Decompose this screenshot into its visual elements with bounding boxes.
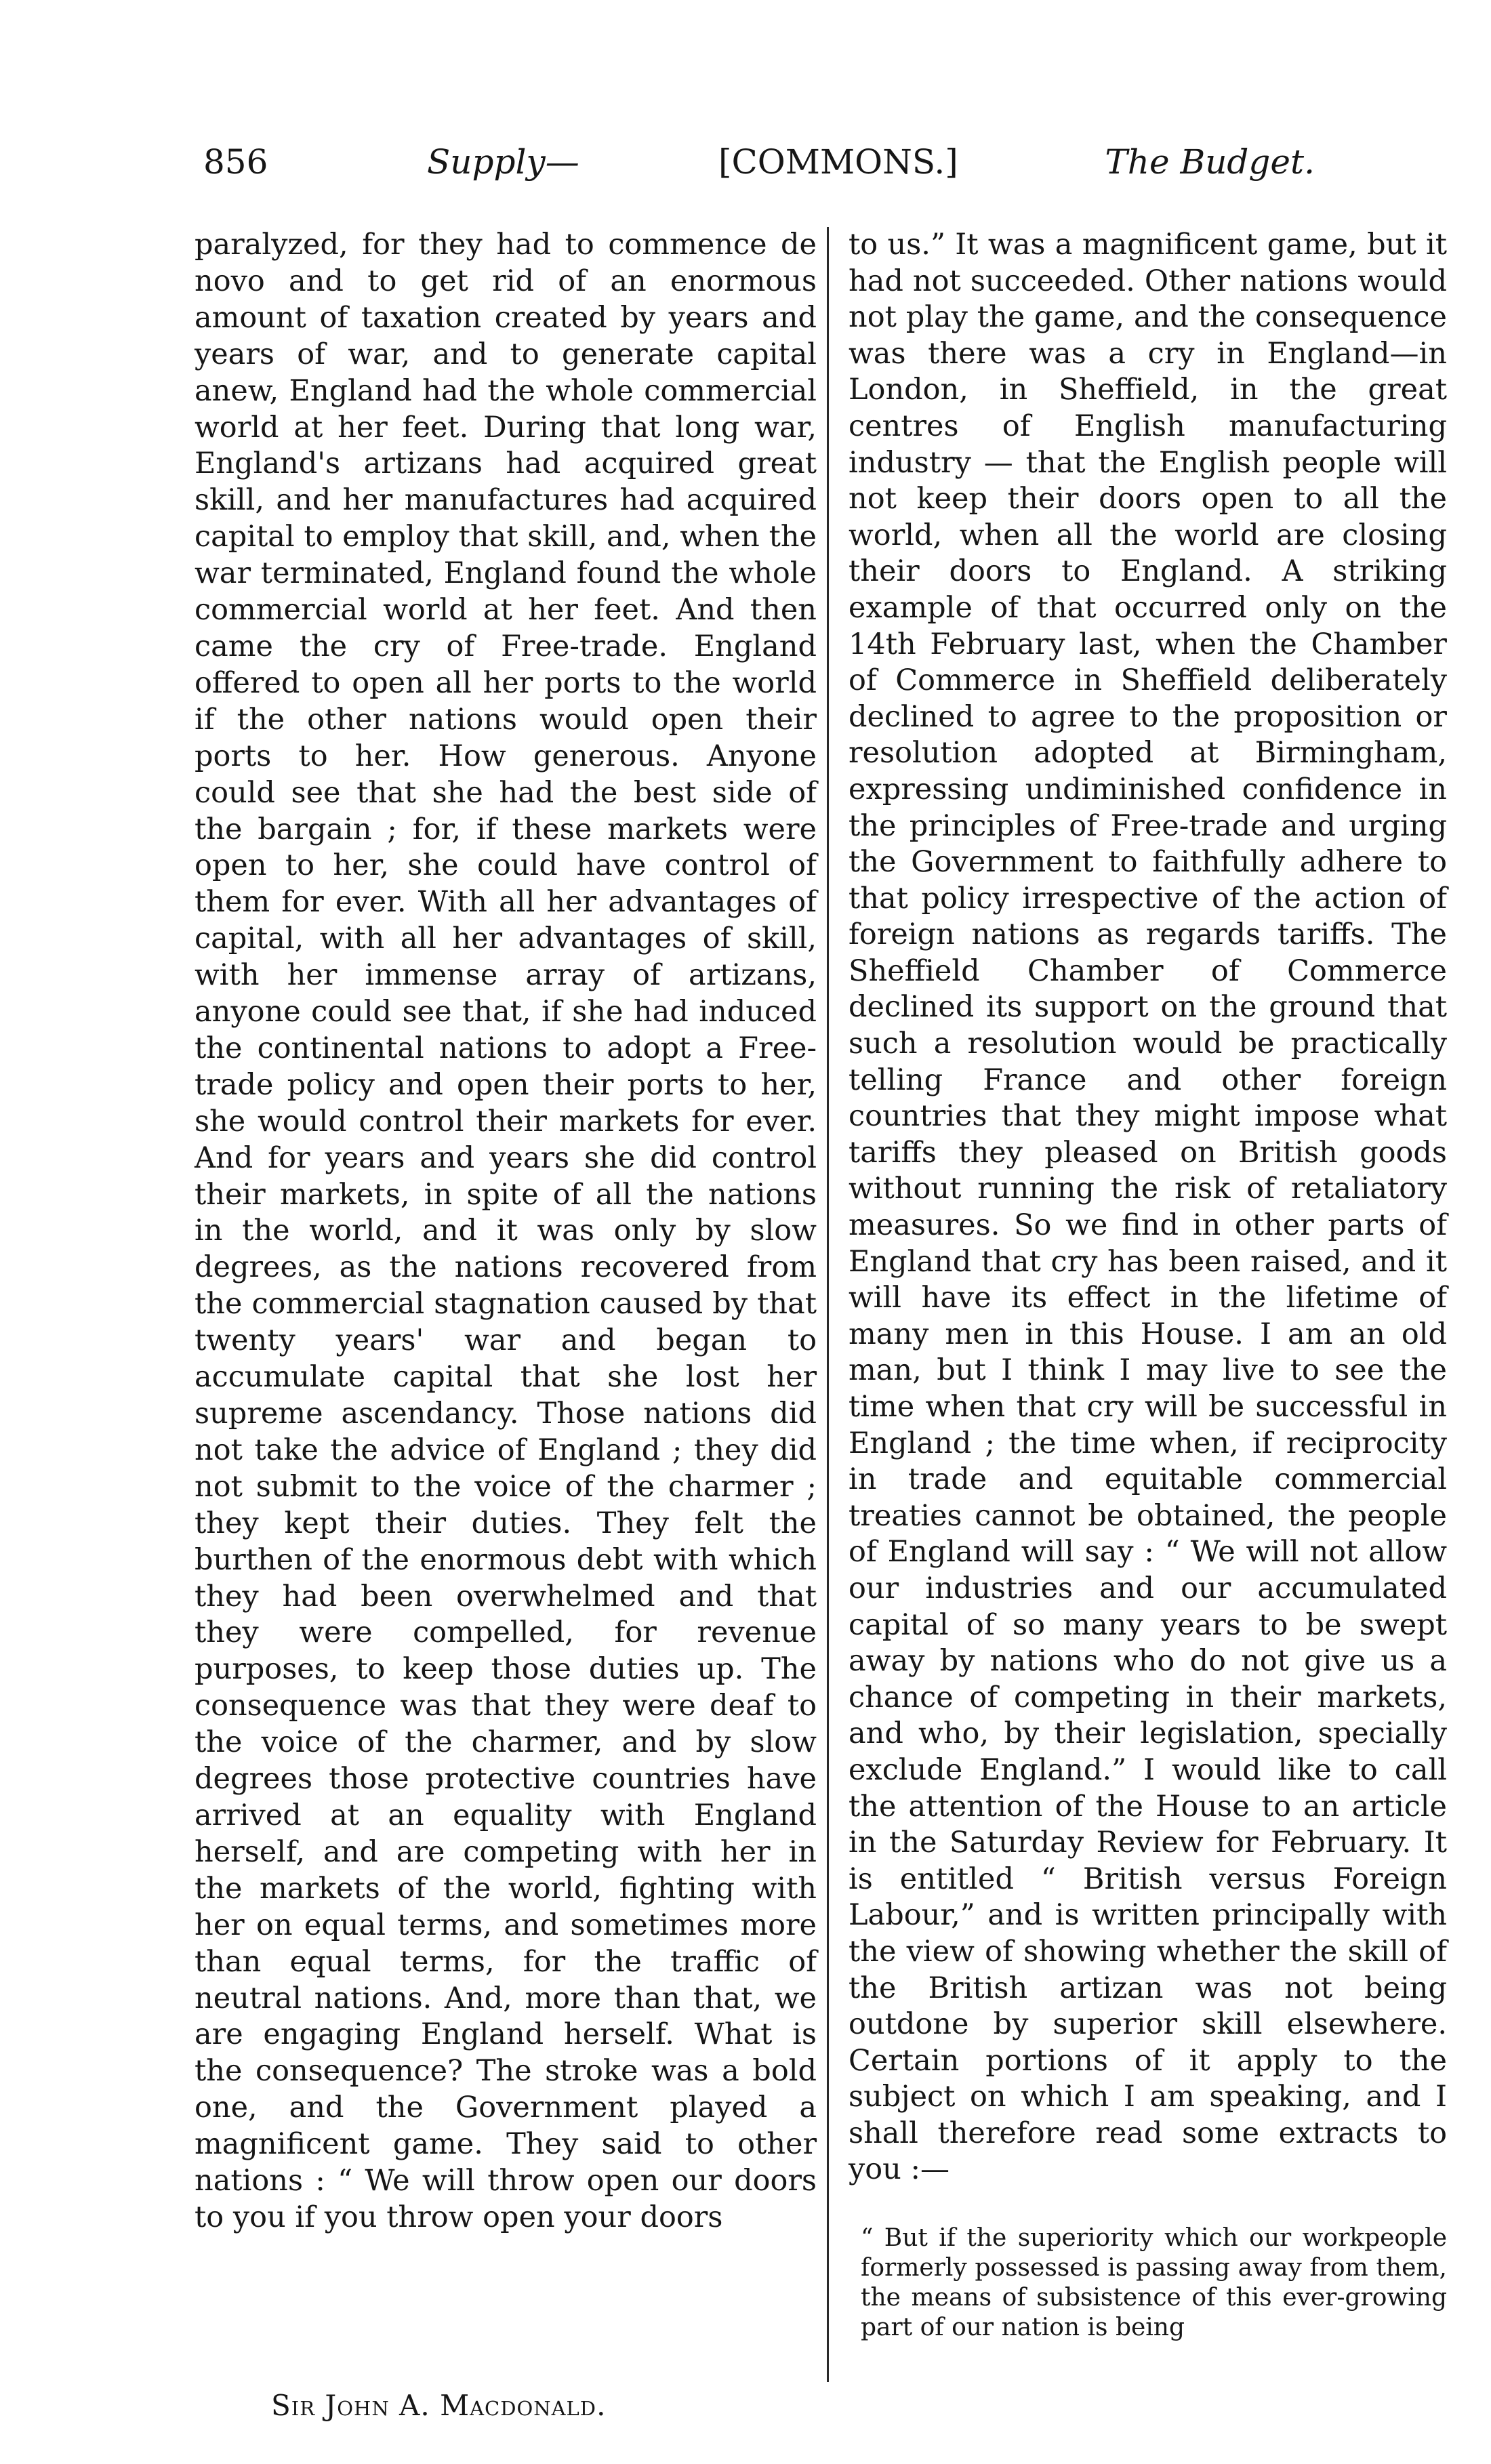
right-column-text: to us.” It was a magnificent game, but it had not succeeded. Other nations would not play the game, and the consequence was there was a cry in England—in London, in Sheffield, in the great centres of English manufacturing industry — that the English people will not keep their doors open to all the world, when all the world are closing their doors to England. A striking example of that occurred only on the 14th February last, when the Chamber of Commerce in Sheffield deliberately declined to agree to the proposition or resolution adopted at Birmingham, expressing undiminished confidence in the principles of Free-trade and urging the Government to faithfully adhere to that policy irrespective of the action of foreign nations as regards tariffs. The Sheffield Chamber of Commerce declined its support on the ground that such a resolution would be practically telling France and other foreign countries that they might impose what tariffs they pleased on British goods without running the risk of retaliatory measures. So we find in other parts of England that cry has been raised, and it will have its effect in the lifetime of many men in this House. I am an old man, but I think I may live to see the time when that cry will be successful in England ; the time when, if reciprocity in trade and equitable commercial treaties cannot be obtained, the people of England will say : “ We will not allow our industries and our accumulated capital of so many years to be swept away by nations who do not give us a chance of competing in their markets, and who, by their legislation, specially exclude England.” I would like to call the attention of the House to an article in the Saturday Review for February. It is entitled “ British versus Foreign Labour,” and is written principally with the view of showing whether the skill of the British artizan was not being outdone by superior skill elsewhere. Certain portions of it apply to the subject on which I am speaking, and I shall therefore read some extracts to you :— (849, 228, 1447, 2187)
speaker-name: Sir John A. Macdonald. (271, 2389, 607, 2422)
quoted-extract: “ But if the superiority which our workpeople formerly possessed is passing away from them, the means of subsistence of this ever-growing part of our nation is being (861, 2224, 1447, 2342)
left-column-text: paralyzed, for they had to commence de novo and to get rid of an enormous amount of taxation created by years and years of war, and to generate capital anew, England had the whole commercial world at her feet. During that long war, England's artizans had acquired great skill, and her manufactures had acquired capital to employ that skill, and, when the war terminated, England found the whole commercial world at her feet. And then came the cry of Free-trade. England offered to open all her ports to the world if the other nations would open their ports to her. How generous. Anyone could see that she had the best side of the bargain ; for, if these markets were open to her, she could have control of them for ever. With all her advantages of capital, with all her advantages of skill, with her immense array of artizans, anyone could see that, if she had induced the continental nations to adopt a Free-trade policy and open their ports to her, she would control their markets for ever. And for years and years she did control their markets, in spite of all the nations in the world, and it was only by slow degrees, as the nations recovered from the commercial stagnation caused by that twenty years' war and began to accumulate capital that she lost her supreme ascendancy. Those nations did not take the advice of England ; they did not submit to the voice of the charmer ; they kept their duties. They felt the burthen of the enormous debt with which they had been overwhelmed and that they were compelled, for revenue purposes, to keep those duties up. The consequence was that they were deaf to the voice of the charmer, and by slow degrees those protective countries have arrived at an equality with England herself, and are competing with her in the markets of the world, fighting with her on equal terms, and sometimes more than equal terms, for the traffic of neutral nations. And, more than that, we are engaging England herself. What is the consequence? The stroke was a bold one, and the Government played a magnificent game. They said to other nations : “ We will throw open our doors to you if you throw open your doors (195, 228, 817, 2234)
left-column (195, 227, 817, 2236)
running-title-right: The Budget. (1105, 142, 1315, 182)
page-header (203, 142, 1315, 203)
right-column (849, 227, 1447, 2343)
page-number: 856 (203, 142, 268, 182)
column-divider (827, 227, 829, 2382)
running-title-left: Supply— (427, 142, 579, 182)
running-title-center: [COMMONS.] (718, 142, 958, 182)
